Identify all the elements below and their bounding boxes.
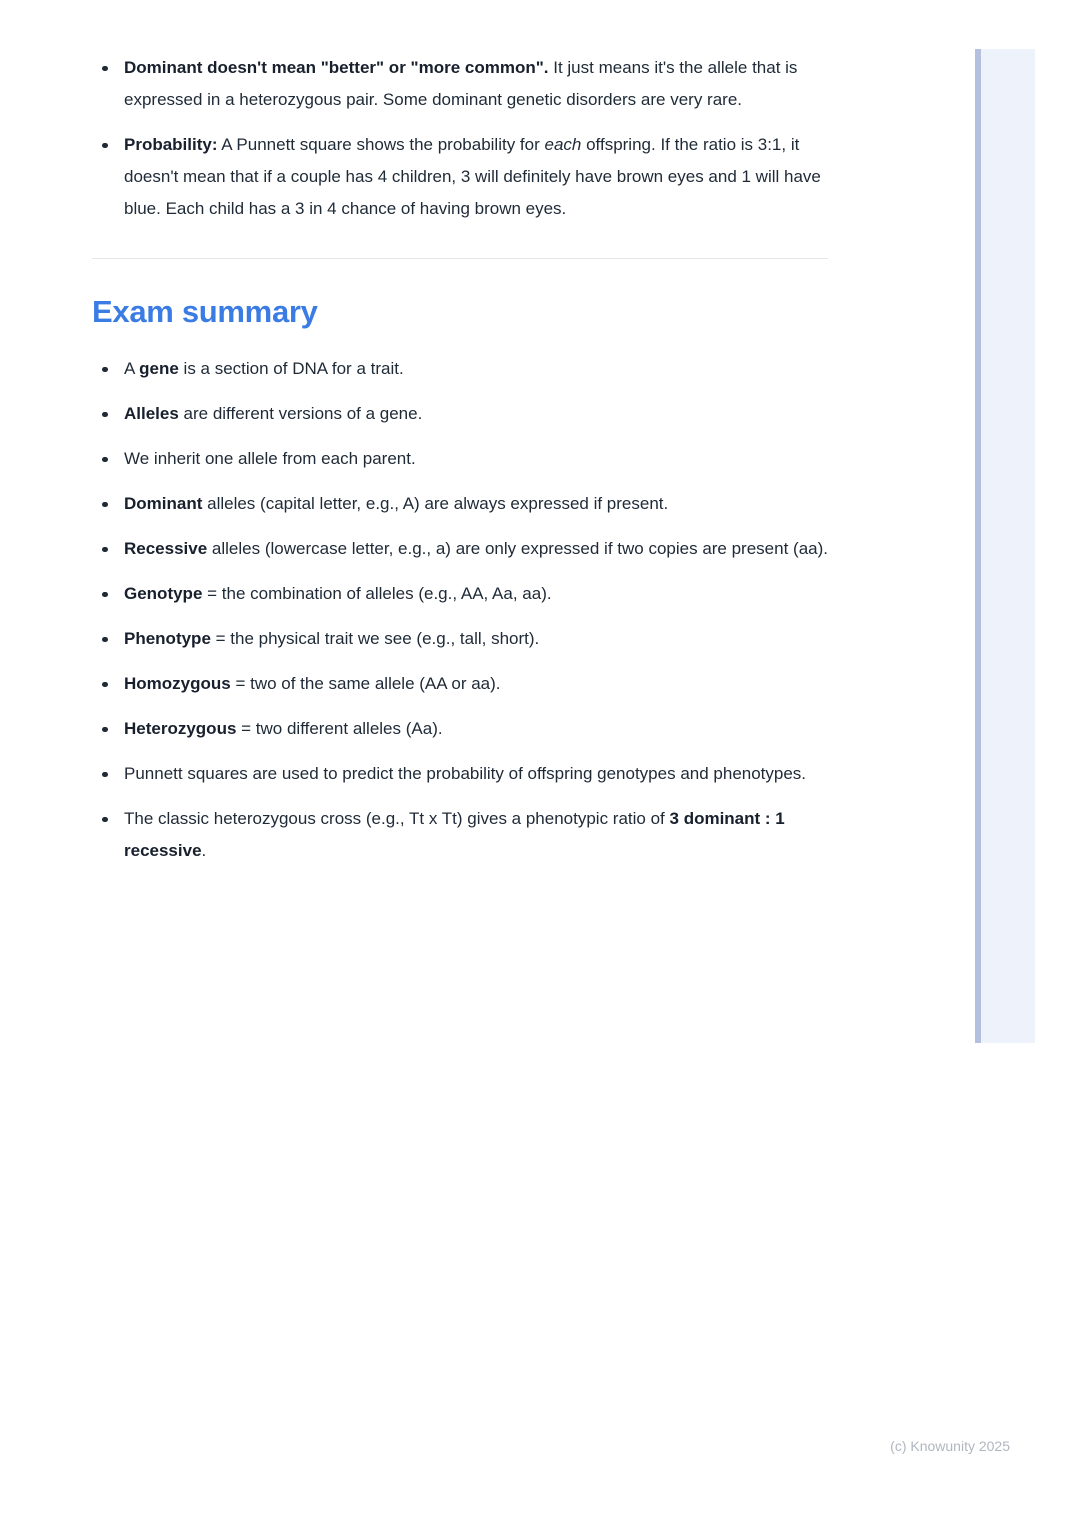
strip-accent-line bbox=[975, 49, 981, 1043]
text-segment: Genotype bbox=[124, 584, 203, 603]
list-item bbox=[92, 578, 828, 610]
page-content bbox=[92, 52, 828, 880]
text-segment: . bbox=[201, 841, 207, 860]
text-segment: = the combination of alleles (e.g., AA, Aa, aa). bbox=[202, 584, 552, 603]
list-item bbox=[92, 129, 828, 225]
text-segment: A Punnett square shows the probability for bbox=[217, 135, 545, 154]
list-item bbox=[92, 488, 828, 520]
list-item bbox=[92, 758, 828, 790]
text-segment: are different versions of a gene. bbox=[178, 404, 423, 423]
text-segment: is a section of DNA for a trait. bbox=[178, 359, 404, 378]
list-item bbox=[92, 623, 828, 655]
text-segment: Punnett squares are used to predict the probability of offspring genotypes and phenotypes. bbox=[124, 764, 807, 783]
list-item bbox=[92, 52, 828, 116]
copyright-footer: (c) Knowunity 2025 bbox=[890, 1438, 1010, 1454]
text-segment: each bbox=[544, 135, 582, 154]
text-segment: Probability: bbox=[124, 135, 218, 154]
text-segment: 3 dominant : 1 recessive bbox=[124, 809, 785, 860]
exam-summary-list bbox=[92, 353, 828, 867]
list-item bbox=[92, 353, 828, 385]
section-heading: Exam summary bbox=[92, 294, 318, 329]
list-item bbox=[92, 668, 828, 700]
text-segment: The classic heterozygous cross (e.g., Tt x Tt) gives a phenotypic ratio of bbox=[124, 809, 670, 828]
text-segment: offspring. If the ratio is 3:1, it doesn't mean that if a couple has 4 children, 3 will definitely have brown eyes and 1 will have blue. Each child has a 3 in 4 chance of having brown eyes. bbox=[124, 135, 821, 218]
text-segment: = the physical trait we see (e.g., tall, short). bbox=[210, 629, 540, 648]
list-item bbox=[92, 533, 828, 565]
list-item bbox=[92, 713, 828, 745]
text-segment: A bbox=[124, 359, 140, 378]
text-segment: We inherit one allele from each parent. bbox=[124, 449, 416, 468]
text-segment: alleles (capital letter, e.g., A) are always expressed if present. bbox=[202, 494, 669, 513]
list-item bbox=[92, 398, 828, 430]
text-segment: gene bbox=[139, 359, 179, 378]
page-edge-strip bbox=[975, 49, 1035, 1043]
section-divider bbox=[92, 258, 828, 259]
text-segment: Phenotype bbox=[124, 629, 211, 648]
text-segment: = two of the same allele (AA or aa). bbox=[230, 674, 501, 693]
text-segment: Heterozygous bbox=[124, 719, 237, 738]
text-segment: alleles (lowercase letter, e.g., a) are only expressed if two copies are present (aa). bbox=[207, 539, 828, 558]
list-item bbox=[92, 803, 828, 867]
intro-bullet-list bbox=[92, 52, 828, 225]
text-segment: It just means it's the allele that is expressed in a heterozygous pair. Some dominant genetic disorders are very rare. bbox=[124, 58, 798, 109]
text-segment: Homozygous bbox=[124, 674, 231, 693]
text-segment: Alleles bbox=[124, 404, 179, 423]
text-segment: Recessive bbox=[124, 539, 208, 558]
text-segment: = two different alleles (Aa). bbox=[236, 719, 443, 738]
list-item bbox=[92, 443, 828, 475]
text-segment: Dominant bbox=[124, 494, 203, 513]
text-segment: Dominant doesn't mean "better" or "more common". bbox=[124, 58, 549, 77]
